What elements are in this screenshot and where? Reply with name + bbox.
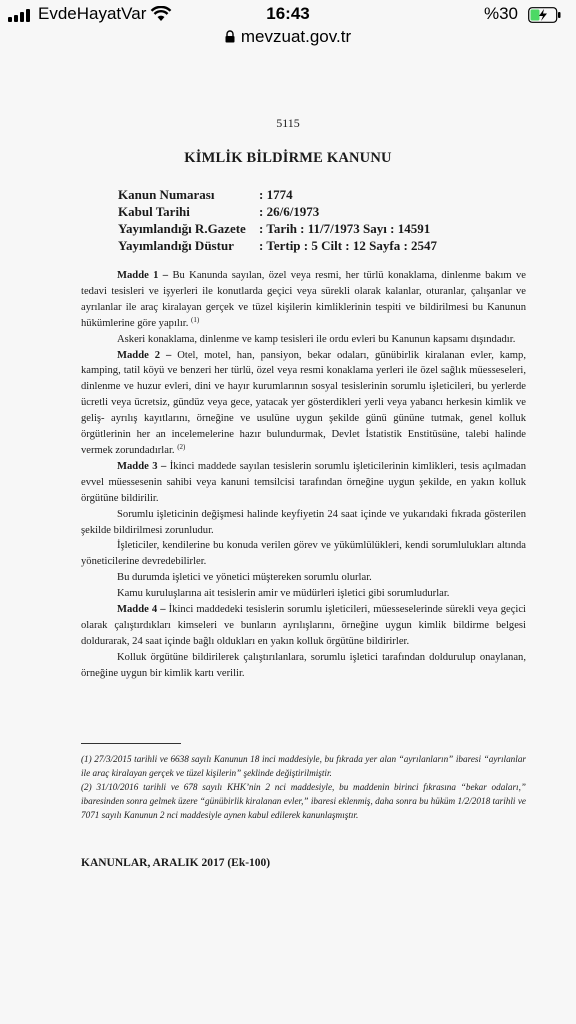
law-title: KİMLİK BİLDİRME KANUNU (184, 150, 392, 166)
carrier-name: EvdeHayatVar (38, 4, 147, 23)
footnote: (2) 31/10/2016 tarihli ve 678 sayılı KHK’nin 2 nci maddesiyle, bu maddenin birinci fıkrasına “bekar odaları,” ibaresinden sonra gelmek üzere “günübirlik kiralanan evler,” ibaresi eklenmiş, daha sonra bu hüküm 1/2/2018 tarihli ve 7071 sayılı Kanunun 2 nci maddesiyle aynen kabul edilerek kanunlaşmıştır. (81, 782, 526, 820)
footnote-divider (81, 743, 181, 744)
battery-charging-icon (528, 7, 562, 23)
footnotes (81, 752, 526, 822)
paragraph: Madde 2 – Otel, motel, han, pansiyon, bekar odaları, günübirlik kiralanan evler, kamp, kamping, tatil köyü ve benzeri her türlü, özel veya resmi konaklama yerleri ile özel sağlık müesseseleri, dinlenme ve huzur evleri, dini ve hayır kurumlarının sosyal tesislerinin sorumlu işleticileri, bu yerlerde ücretli veya ücretsiz, gündüz veya gece, yatacak yer gösterdikleri yerli veya yabancı herkesin kimlik ve geliş- ayrılış kayıtlarını, örneğine ve usulüne uygun şekilde günü gününe tutmak, genel kolluk örgütlerinin her an incelemelerine hazır bulundurmak, Devlet İstatistik Enstitüsüne, talebi halinde vermek zorundadırlar. $^{(2)}$ (81, 349, 526, 456)
paragraph: Askeri konaklama, dinlenme ve kamp tesisleri ile ordu evleri bu Kanunun kapsamı dışındadır. (117, 333, 516, 345)
paragraph: Sorumlu işleticinin değişmesi halinde keyfiyetin 24 saat içinde ve yukarıdaki fıkrada gösterilen şekilde bildirilmesi zorunludur. (81, 508, 526, 536)
meta-row: Kanun Numarası : 1774 (118, 187, 293, 202)
meta-row: Yayımlandığı R.Gazete : Tarih : 11/7/1973 Sayı : 14591 (118, 221, 431, 236)
meta-row: Kabul Tarihi : 26/6/1973 (118, 204, 320, 219)
law-metadata (118, 186, 437, 254)
url-bar[interactable] (0, 27, 576, 51)
paragraph: Kolluk örgütüne bildirilerek çalıştırılanlara, sorumlu işletici tarafından doldurulup onaylanan, örneğine uygun bir kimlik kartı verilir. (81, 651, 526, 679)
url-text: mevzuat.gov.tr (240, 27, 352, 46)
paragraph: Kamu kuruluşlarına ait tesislerin amir ve müdürleri işletici gibi sorumludurlar. (117, 588, 450, 600)
lock-icon (225, 30, 235, 43)
paragraph: Bu durumda işletici ve yönetici müştereken sorumlu olurlar. (117, 572, 372, 584)
page-footer: KANUNLAR, ARALIK 2017 (Ek-100) (81, 857, 271, 869)
battery-percent: %30 (483, 4, 518, 23)
paragraph: İşleticiler, kendilerine bu konuda verilen görev ve yükümlülükleri, kendi sorumlulukları altında yöneticilerine devredebilirler. (81, 540, 526, 568)
paragraph: Madde 4 – İkinci maddedeki tesislerin sorumlu işleticileri, müesseselerinde sürekli veya geçici olarak çalıştırdıkları kimseleri ve bunların ayrılışlarını, örneğine uygun kimlik bildirme belgesi doldurarak, 24 saat içinde bağlı oldukları en yakın kolluk örgütüne bildirirler. (81, 604, 527, 647)
clock: 16:43 (266, 4, 310, 23)
footnote: (1) 27/3/2015 tarihli ve 6638 sayılı Kanunun 18 inci maddesiyle, bu fıkrada yer alan “ayrılanların” ibaresi “ayrılanlar ile araç kiralayan gerçek ve tüzel kişilerin” şeklinde değiştirilmiştir. (81, 754, 526, 778)
meta-row: Yayımlandığı Düstur : Tertip : 5 Cilt : 12 Sayfa : 2547 (118, 238, 438, 253)
law-body (81, 268, 526, 682)
status-bar (0, 0, 576, 46)
paragraph: Madde 3 – İkinci maddede sayılan tesislerin sorumlu işleticilerinin kimlikleri, tesis açılmadan evvel müessesenin sahibi veya kanuni temsilcisi tarafından örneğine uygun şekilde, en yakın kolluk örgütüne bildirilir. (81, 460, 527, 504)
paragraph: Madde 1 – Bu Kanunda sayılan, özel veya resmi, her türlü konaklama, dinlenme bakım ve tedavi tesisleri ve işyerleri ile konutlarda geçici veya sürekli olarak kalanlar, oturanlar, çalışanlar ve ayrılanlar ile araç kiralayan gerçek ve tüzel kişilerin kimliklerinin tespiti ve bildirilmesi bu Kanunun hükümlerine göre yapılır. $^{(1)}$ (81, 270, 526, 329)
page-number: 5115 (276, 116, 300, 130)
